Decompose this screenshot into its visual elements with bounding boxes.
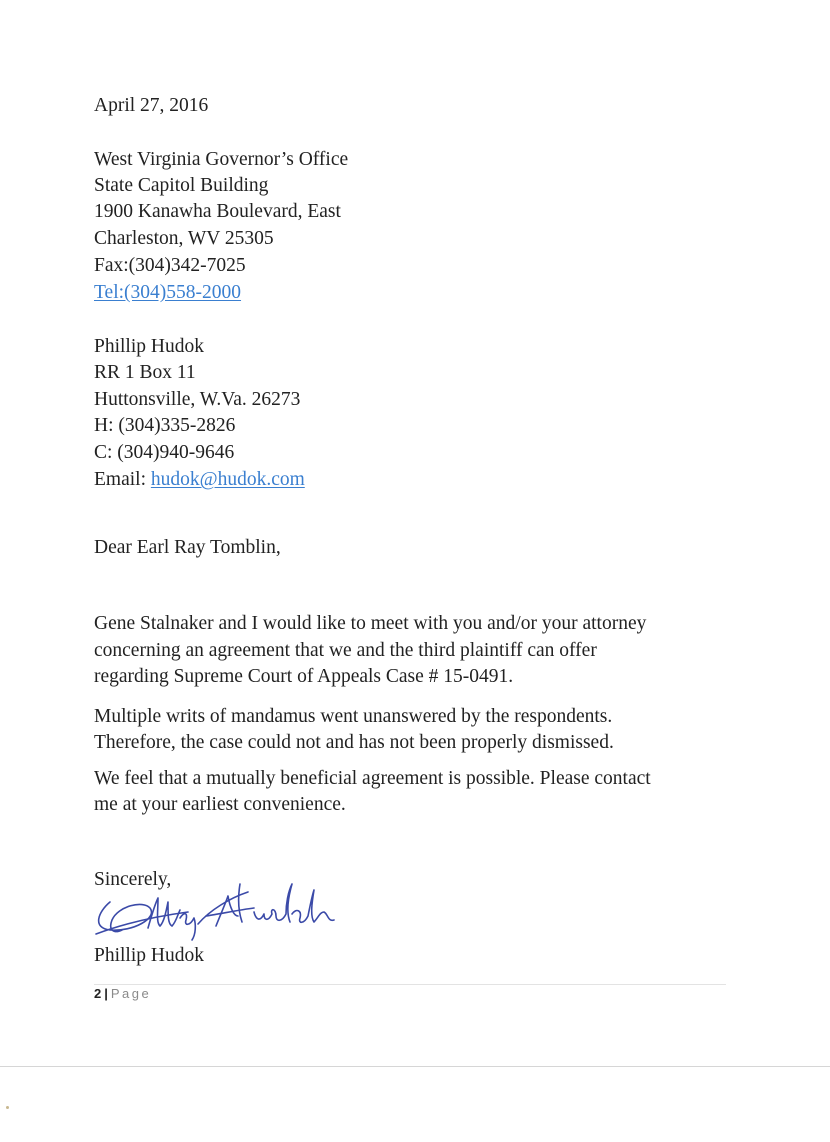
sender-address1: RR 1 Box 11 bbox=[94, 362, 196, 383]
recipient-street: 1900 Kanawha Boulevard, East bbox=[94, 201, 341, 222]
page-footer bbox=[94, 986, 151, 1001]
recipient-building: State Capitol Building bbox=[94, 175, 269, 196]
recipient-fax: Fax:(304)342-7025 bbox=[94, 255, 246, 276]
body-line: regarding Supreme Court of Appeals Case # 15-0491. bbox=[94, 666, 514, 687]
recipient-tel-link[interactable]: Tel:(304)558-2000 bbox=[94, 282, 242, 303]
closing: Sincerely, bbox=[94, 869, 172, 890]
body-line: Multiple writs of mandamus went unanswered by the respondents. bbox=[94, 706, 613, 727]
scan-speck bbox=[6, 1106, 9, 1109]
page-number: 2 bbox=[94, 986, 102, 1001]
sender-email-label: Email: bbox=[94, 469, 151, 490]
handwritten-signature bbox=[88, 872, 358, 942]
scan-page-edge bbox=[0, 1066, 830, 1067]
sender-email-link[interactable]: hudok@hudok.com bbox=[150, 469, 305, 490]
footer-divider bbox=[94, 984, 726, 985]
recipient-name: West Virginia Governor’s Office bbox=[94, 149, 349, 170]
body-line: me at your earliest convenience. bbox=[94, 794, 346, 815]
body-line: Therefore, the case could not and has not been properly dismissed. bbox=[94, 732, 614, 753]
sender-address2: Huttonsville, W.Va. 26273 bbox=[94, 389, 301, 410]
salutation: Dear Earl Ray Tomblin, bbox=[94, 537, 281, 558]
body-line: Gene Stalnaker and I would like to meet with you and/or your attorney bbox=[94, 613, 647, 634]
body-line: concerning an agreement that we and the third plaintiff can offer bbox=[94, 640, 597, 661]
sender-name: Phillip Hudok bbox=[94, 336, 204, 357]
sender-cell-phone: C: (304)940-9646 bbox=[94, 442, 235, 463]
sender-email-line bbox=[94, 467, 305, 493]
recipient-city: Charleston, WV 25305 bbox=[94, 228, 274, 249]
sender-home-phone: H: (304)335-2826 bbox=[94, 415, 236, 436]
page-word: Page bbox=[110, 986, 152, 1001]
signature-printed-name: Phillip Hudok bbox=[94, 945, 204, 966]
body-line: We feel that a mutually beneficial agreement is possible. Please contact bbox=[94, 768, 651, 789]
letter-date: April 27, 2016 bbox=[94, 95, 209, 116]
footer-separator: | bbox=[104, 986, 108, 1001]
